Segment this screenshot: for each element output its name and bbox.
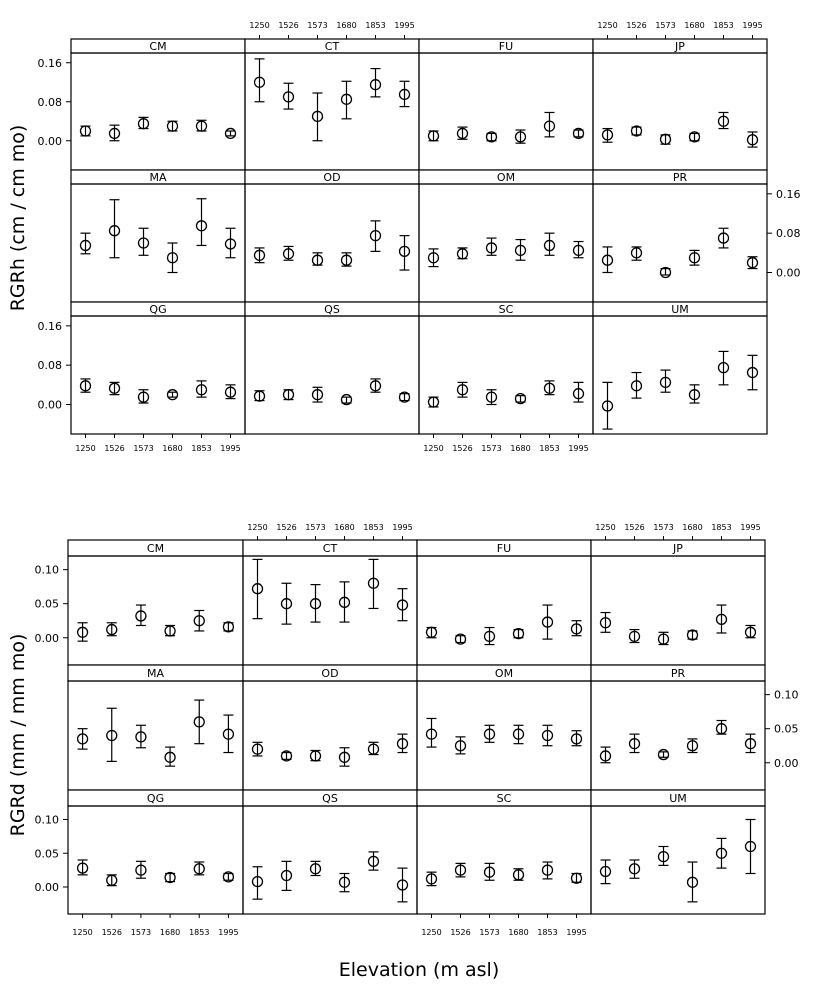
x-tick-label: 1995 — [218, 928, 239, 937]
panel-title: UM — [671, 303, 689, 316]
chart-2 — [35, 523, 799, 937]
x-tick-label: 1853 — [365, 21, 386, 30]
x-tick-label: 1526 — [452, 444, 473, 453]
panel-sc — [419, 302, 593, 453]
panel-frame — [591, 681, 765, 790]
panel-title: QS — [324, 303, 340, 316]
x-tick-label: 1526 — [276, 523, 297, 532]
panel-pr — [591, 665, 799, 790]
x-tick-label: 1250 — [421, 928, 442, 937]
panel-frame — [243, 806, 417, 914]
y-tick-label: 0.10 — [34, 563, 59, 577]
panel-od — [245, 170, 419, 302]
x-tick-label: 1250 — [249, 21, 270, 30]
y-tick-label: 0.05 — [34, 847, 59, 861]
x-tick-label: 1526 — [278, 21, 299, 30]
y-tick-label: 0.16 — [37, 319, 62, 333]
x-tick-label: 1680 — [334, 523, 355, 532]
x-tick-label: 1680 — [682, 523, 703, 532]
panel-frame — [68, 556, 243, 665]
panel-sc — [417, 790, 591, 937]
panel-frame — [68, 806, 243, 914]
x-tick-label: 1573 — [133, 444, 154, 453]
x-tick-label: 1250 — [75, 444, 96, 453]
x-tick-label: 1250 — [595, 523, 616, 532]
panel-frame — [243, 556, 417, 665]
panel-title: CT — [324, 40, 340, 53]
x-tick-label: 1526 — [101, 928, 122, 937]
panel-frame — [71, 316, 245, 434]
x-tick-label: 1853 — [539, 444, 560, 453]
panel-qg — [35, 790, 244, 937]
panel-qs — [245, 302, 419, 434]
y-tick-label: 0.08 — [37, 359, 62, 373]
x-tick-label: 1573 — [653, 523, 674, 532]
panel-title: SC — [496, 792, 512, 805]
x-tick-label: 1995 — [392, 523, 413, 532]
panel-ct — [245, 21, 419, 170]
ylabel-top: RGRh (cm / cm mo) — [7, 124, 29, 312]
xlabel: Elevation (m asl) — [338, 959, 500, 981]
x-tick-label: 1995 — [740, 523, 761, 532]
panel-cm — [35, 540, 244, 665]
y-tick-label: 0.10 — [774, 688, 799, 702]
x-tick-label: 1250 — [597, 21, 618, 30]
panel-qs — [243, 790, 417, 914]
x-tick-label: 1526 — [624, 523, 645, 532]
panel-title: UM — [669, 792, 687, 805]
panel-title: PR — [670, 667, 686, 680]
ylabel-bottom: RGRd (mm / mm mo) — [7, 633, 29, 837]
y-tick-label: 0.05 — [774, 722, 799, 736]
panel-od — [243, 665, 417, 790]
panel-title: OM — [496, 171, 516, 184]
x-tick-label: 1680 — [162, 444, 183, 453]
panel-um — [591, 790, 765, 914]
x-tick-label: 1853 — [189, 928, 210, 937]
panel-title: JP — [673, 542, 683, 555]
panel-frame — [68, 681, 243, 790]
x-tick-label: 1250 — [423, 444, 444, 453]
panel-fu — [419, 39, 593, 170]
panel-fu — [417, 540, 591, 665]
x-tick-label: 1250 — [247, 523, 268, 532]
x-tick-label: 1573 — [307, 21, 328, 30]
chart-1 — [38, 21, 801, 453]
x-tick-label: 1250 — [72, 928, 93, 937]
x-tick-label: 1995 — [568, 444, 589, 453]
panel-title: SC — [498, 303, 514, 316]
panel-frame — [71, 53, 245, 170]
y-tick-label: 0.08 — [776, 227, 801, 241]
panel-qg — [38, 302, 246, 453]
x-tick-label: 1573 — [481, 444, 502, 453]
panel-frame — [245, 316, 419, 434]
panel-frame — [417, 681, 591, 790]
y-tick-label: 0.00 — [34, 881, 59, 894]
x-tick-label: 1573 — [130, 928, 152, 937]
x-tick-label: 1680 — [510, 444, 531, 453]
panel-om — [417, 665, 591, 790]
y-tick-label: 0.05 — [34, 597, 59, 611]
y-tick-label: 0.10 — [34, 813, 59, 827]
panel-title: FU — [496, 542, 512, 555]
panel-frame — [243, 681, 417, 790]
panel-title: CT — [322, 542, 338, 555]
panel-frame — [593, 53, 767, 170]
panel-title: OD — [323, 171, 341, 184]
y-tick-label: 0.00 — [774, 756, 799, 770]
x-tick-label: 1680 — [508, 928, 529, 937]
x-tick-label: 1995 — [220, 444, 241, 453]
x-tick-label: 1853 — [537, 928, 558, 937]
x-tick-label: 1573 — [305, 523, 326, 532]
y-tick-label: 0.16 — [37, 56, 62, 70]
panel-frame — [593, 184, 767, 302]
panel-frame — [417, 556, 591, 665]
panel-um — [593, 302, 767, 434]
panel-title: MA — [146, 667, 165, 680]
x-tick-label: 1573 — [655, 21, 676, 30]
y-tick-label: 0.08 — [37, 95, 62, 109]
x-tick-label: 1526 — [104, 444, 125, 453]
x-tick-label: 1853 — [713, 21, 734, 30]
x-tick-label: 1853 — [711, 523, 732, 532]
x-tick-label: 1680 — [336, 21, 357, 30]
panel-jp — [591, 523, 765, 665]
panel-frame — [71, 184, 245, 302]
panel-frame — [593, 316, 767, 434]
x-tick-label: 1526 — [626, 21, 647, 30]
panel-ma — [71, 170, 245, 302]
panel-frame — [419, 316, 593, 434]
panel-frame — [245, 184, 419, 302]
panel-title: PR — [672, 171, 688, 184]
panel-title: CM — [146, 542, 165, 555]
panel-frame — [419, 184, 593, 302]
x-tick-label: 1573 — [479, 928, 500, 937]
x-tick-label: 1680 — [684, 21, 705, 30]
panel-frame — [245, 53, 419, 170]
panel-title: FU — [498, 40, 514, 53]
x-tick-label: 1680 — [159, 928, 181, 937]
y-tick-label: 0.00 — [776, 266, 801, 280]
panel-cm — [38, 39, 246, 170]
x-tick-label: 1853 — [191, 444, 212, 453]
y-tick-label: 0.16 — [776, 187, 801, 201]
x-tick-label: 1995 — [566, 928, 587, 937]
panel-frame — [419, 53, 593, 170]
y-tick-label: 0.00 — [34, 631, 59, 645]
y-tick-label: 0.00 — [37, 398, 62, 412]
panel-pr — [593, 170, 801, 302]
x-tick-label: 1853 — [363, 523, 384, 532]
y-tick-label: 0.00 — [37, 134, 62, 148]
panel-om — [419, 170, 593, 302]
panel-title: MA — [149, 171, 167, 184]
panel-title: JP — [675, 40, 685, 53]
panel-title: QG — [149, 303, 167, 316]
panel-jp — [593, 21, 767, 170]
panel-title: QG — [146, 792, 165, 805]
panel-title: OD — [321, 667, 339, 680]
x-tick-label: 1995 — [394, 21, 415, 30]
panel-ct — [243, 523, 417, 665]
x-tick-label: 1995 — [742, 21, 763, 30]
panel-ma — [68, 665, 243, 790]
panel-frame — [591, 556, 765, 665]
panel-title: CM — [149, 40, 167, 53]
panel-frame — [591, 806, 765, 914]
panel-title: OM — [494, 667, 514, 680]
panel-frame — [417, 806, 591, 914]
x-tick-label: 1526 — [450, 928, 471, 937]
panel-title: QS — [322, 792, 338, 805]
